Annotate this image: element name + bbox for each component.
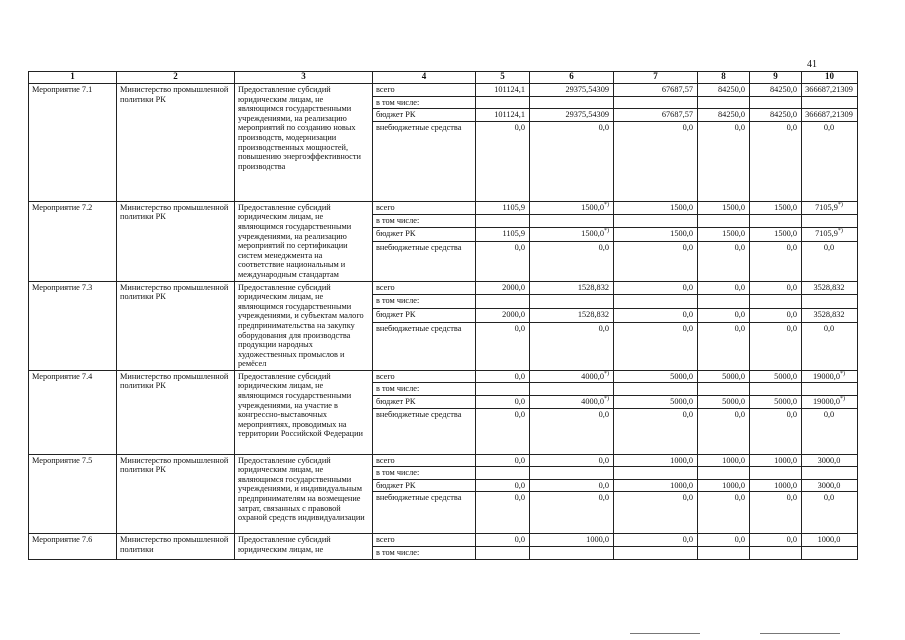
value-cell: 0,0 xyxy=(530,322,614,370)
value-cell xyxy=(698,547,750,560)
event-row xyxy=(29,201,858,214)
value-cell: 1000,0 xyxy=(750,454,802,467)
value-cell: 67687,57 xyxy=(614,84,698,97)
event-description: Предоставление субсидий юридическим лицам, не являющимся государственными учреждениями, на реализацию мероприятий по сертификации систем менеджмента на соответствие национальным и международным стандартам xyxy=(235,201,373,281)
row-label-including: в том числе: xyxy=(373,295,476,309)
event-name: Мероприятие 7.4 xyxy=(29,370,117,454)
value-cell: 3000,0 xyxy=(802,454,858,467)
value-cell: 0,0 xyxy=(698,121,750,201)
event-row xyxy=(29,84,858,97)
event-ministry: Министерство промышленной политики РК xyxy=(117,84,235,202)
event-description: Предоставление субсидий юридическим лицам, не являющимся государственными учреждениями, и субъектам малого предпринимательства на закупку оборудования для производства продукции народных художественных промыслов и ремёсел xyxy=(235,281,373,370)
value-cell xyxy=(698,383,750,396)
value-cell: 0,0 xyxy=(530,454,614,467)
value-cell: 1000,0 xyxy=(750,479,802,492)
footnote-mark: *) xyxy=(839,371,845,378)
row-label-total: всего xyxy=(373,454,476,467)
value-cell: 0,0 xyxy=(476,396,530,409)
value-cell: 0,0 xyxy=(530,121,614,201)
header-col-8: 8 xyxy=(698,72,750,84)
value-cell xyxy=(476,467,530,480)
value-cell: 5000,0 xyxy=(698,396,750,409)
row-label-extrabudget: внебюджетные средства xyxy=(373,121,476,201)
value-cell xyxy=(530,295,614,309)
event-ministry: Министерство промышленной политики РК xyxy=(117,370,235,454)
row-label-extrabudget: внебюджетные средства xyxy=(373,492,476,534)
value-cell: 5000,0 xyxy=(698,370,750,383)
header-row xyxy=(29,72,858,84)
value-cell xyxy=(614,467,698,480)
value-cell xyxy=(476,383,530,396)
value-cell: 0,0 xyxy=(698,534,750,547)
value-cell: 3528,832 xyxy=(802,309,858,323)
value-cell: 19000,0*) xyxy=(802,370,858,383)
value-cell: 1528,832 xyxy=(530,281,614,295)
value-cell: 0,0 xyxy=(750,281,802,295)
value-cell: 0,0 xyxy=(750,309,802,323)
value-cell: 84250,0 xyxy=(750,84,802,97)
value-cell: 1000,0 xyxy=(698,479,750,492)
row-label-including: в том числе: xyxy=(373,547,476,560)
event-ministry: Министерство промышленной политики xyxy=(117,534,235,559)
row-label-total: всего xyxy=(373,281,476,295)
value-cell: 0,0 xyxy=(698,492,750,534)
value-cell: 0,0 xyxy=(698,281,750,295)
value-cell: 1105,9 xyxy=(476,201,530,214)
value-cell xyxy=(476,547,530,560)
value-cell: 4000,0*) xyxy=(530,396,614,409)
event-name: Мероприятие 7.1 xyxy=(29,84,117,202)
value-cell: 2000,0 xyxy=(476,281,530,295)
value-cell: 0,0 xyxy=(476,121,530,201)
value-cell: 0,0 xyxy=(750,121,802,201)
value-cell: 0,0 xyxy=(614,408,698,454)
footnote-mark: *) xyxy=(837,202,843,209)
value-cell: 1000,0 xyxy=(530,534,614,547)
row-label-budget: бюджет РК xyxy=(373,309,476,323)
event-ministry: Министерство промышленной политики РК xyxy=(117,201,235,281)
value-cell: 67687,57 xyxy=(614,109,698,122)
row-label-budget: бюджет РК xyxy=(373,396,476,409)
footnote-mark: *) xyxy=(604,396,609,403)
footnote-mark: *) xyxy=(604,202,609,209)
value-cell: 0,0 xyxy=(530,241,614,281)
header-col-4: 4 xyxy=(373,72,476,84)
value-cell: 0,0 xyxy=(476,479,530,492)
value-cell: 5000,0 xyxy=(614,396,698,409)
row-label-including: в том числе: xyxy=(373,215,476,228)
value-cell: 2000,0 xyxy=(476,309,530,323)
value-cell: 0,0 xyxy=(530,408,614,454)
row-label-total: всего xyxy=(373,84,476,97)
value-cell: 1500,0 xyxy=(614,228,698,241)
row-label-budget: бюджет РК xyxy=(373,228,476,241)
value-cell xyxy=(750,547,802,560)
event-name: Мероприятие 7.3 xyxy=(29,281,117,370)
scan-artifact-line xyxy=(630,633,700,634)
value-cell xyxy=(530,96,614,109)
value-cell: 366687,21309 xyxy=(802,84,858,97)
value-cell: 0,0 xyxy=(476,454,530,467)
value-cell: 0,0 xyxy=(476,322,530,370)
value-cell xyxy=(750,295,802,309)
value-cell: 1500,0 xyxy=(750,228,802,241)
value-cell: 0,0 xyxy=(476,408,530,454)
value-cell: 0,0 xyxy=(614,309,698,323)
header-col-3: 3 xyxy=(235,72,373,84)
row-label-budget: бюджет РК xyxy=(373,479,476,492)
value-cell: 1105,9 xyxy=(476,228,530,241)
value-cell: 0,0 xyxy=(476,534,530,547)
value-cell: 0,0 xyxy=(476,241,530,281)
footnote-mark: *) xyxy=(604,228,609,235)
scan-artifact-line xyxy=(760,633,840,634)
value-cell: 0,0 xyxy=(614,121,698,201)
event-ministry: Министерство промышленной политики РК xyxy=(117,454,235,534)
value-cell: 29375,54309 xyxy=(530,84,614,97)
value-cell: 0,0 xyxy=(614,281,698,295)
header-col-6: 6 xyxy=(530,72,614,84)
row-label-total: всего xyxy=(373,201,476,214)
value-cell: 0,0 xyxy=(750,408,802,454)
value-cell xyxy=(698,295,750,309)
value-cell: 0,0 xyxy=(802,121,858,201)
footnote-mark: *) xyxy=(837,228,843,235)
value-cell xyxy=(530,383,614,396)
value-cell xyxy=(614,295,698,309)
header-col-2: 2 xyxy=(117,72,235,84)
value-cell: 29375,54309 xyxy=(530,109,614,122)
event-description: Предоставление субсидий юридическим лицам, не являющимся государственными учреждениями, на реализацию мероприятий по созданию новых производств, модернизации производственных мощностей, повышению энергоэффективности производства xyxy=(235,84,373,202)
value-cell xyxy=(750,467,802,480)
value-cell xyxy=(802,383,858,396)
value-cell: 7105,9*) xyxy=(802,201,858,214)
value-cell xyxy=(750,215,802,228)
value-cell: 3000,0 xyxy=(802,479,858,492)
header-col-5: 5 xyxy=(476,72,530,84)
event-row xyxy=(29,454,858,467)
footnote-mark: *) xyxy=(604,371,609,378)
value-cell: 0,0 xyxy=(698,322,750,370)
event-description: Предоставление субсидий юридическим лицам, не xyxy=(235,534,373,559)
value-cell: 1500,0 xyxy=(614,201,698,214)
value-cell: 7105,9*) xyxy=(802,228,858,241)
value-cell: 0,0 xyxy=(614,241,698,281)
value-cell: 0,0 xyxy=(802,408,858,454)
value-cell: 84250,0 xyxy=(750,109,802,122)
row-label-extrabudget: внебюджетные средства xyxy=(373,241,476,281)
value-cell: 0,0 xyxy=(750,322,802,370)
program-events-table xyxy=(28,71,858,560)
value-cell: 0,0 xyxy=(476,492,530,534)
value-cell: 1000,0 xyxy=(614,454,698,467)
value-cell xyxy=(530,467,614,480)
value-cell: 366687,21309 xyxy=(802,109,858,122)
value-cell: 1500,0*) xyxy=(530,201,614,214)
value-cell xyxy=(614,383,698,396)
value-cell: 5000,0 xyxy=(750,370,802,383)
value-cell xyxy=(698,96,750,109)
row-label-total: всего xyxy=(373,534,476,547)
event-description: Предоставление субсидий юридическим лицам, не являющимся государственными учреждениями, на участие в конгрессно-выставочных мероприятиях, проводимых на территории Российской Федерации xyxy=(235,370,373,454)
row-label-including: в том числе: xyxy=(373,96,476,109)
value-cell xyxy=(476,295,530,309)
value-cell: 1500,0 xyxy=(698,201,750,214)
value-cell xyxy=(614,215,698,228)
value-cell: 0,0 xyxy=(802,241,858,281)
value-cell xyxy=(476,96,530,109)
row-label-extrabudget: внебюджетные средства xyxy=(373,322,476,370)
row-label-extrabudget: внебюджетные средства xyxy=(373,408,476,454)
value-cell xyxy=(750,96,802,109)
value-cell: 1528,832 xyxy=(530,309,614,323)
value-cell: 0,0 xyxy=(530,492,614,534)
value-cell: 84250,0 xyxy=(698,84,750,97)
header-col-10: 10 xyxy=(802,72,858,84)
value-cell: 0,0 xyxy=(530,479,614,492)
event-name: Мероприятие 7.5 xyxy=(29,454,117,534)
row-label-total: всего xyxy=(373,370,476,383)
event-description: Предоставление субсидий юридическим лицам, не являющимся государственными учреждениями, и индивидуальным предпринимателям на возмещение затрат, связанных с правовой охраной средств индивидуализации xyxy=(235,454,373,534)
value-cell xyxy=(476,215,530,228)
value-cell: 1500,0 xyxy=(750,201,802,214)
value-cell xyxy=(530,547,614,560)
header-col-7: 7 xyxy=(614,72,698,84)
event-ministry: Министерство промышленной политики РК xyxy=(117,281,235,370)
value-cell: 4000,0*) xyxy=(530,370,614,383)
value-cell: 0,0 xyxy=(750,241,802,281)
value-cell: 3528,832 xyxy=(802,281,858,295)
event-name: Мероприятие 7.6 xyxy=(29,534,117,559)
value-cell: 19000,0*) xyxy=(802,396,858,409)
value-cell: 0,0 xyxy=(698,241,750,281)
value-cell xyxy=(530,215,614,228)
row-label-including: в том числе: xyxy=(373,383,476,396)
value-cell xyxy=(698,215,750,228)
value-cell: 1000,0 xyxy=(802,534,858,547)
value-cell xyxy=(802,295,858,309)
value-cell: 0,0 xyxy=(802,492,858,534)
value-cell: 1500,0*) xyxy=(530,228,614,241)
value-cell: 0,0 xyxy=(750,492,802,534)
value-cell: 1500,0 xyxy=(698,228,750,241)
value-cell xyxy=(802,547,858,560)
value-cell xyxy=(802,467,858,480)
event-row xyxy=(29,534,858,547)
row-label-including: в том числе: xyxy=(373,467,476,480)
value-cell: 84250,0 xyxy=(698,109,750,122)
event-row xyxy=(29,370,858,383)
header-col-9: 9 xyxy=(750,72,802,84)
value-cell: 5000,0 xyxy=(614,370,698,383)
value-cell: 0,0 xyxy=(750,534,802,547)
header-col-1: 1 xyxy=(29,72,117,84)
event-row xyxy=(29,281,858,295)
value-cell: 0,0 xyxy=(476,370,530,383)
row-label-budget: бюджет РК xyxy=(373,109,476,122)
value-cell: 101124,1 xyxy=(476,84,530,97)
value-cell: 5000,0 xyxy=(750,396,802,409)
value-cell xyxy=(698,467,750,480)
value-cell xyxy=(802,215,858,228)
value-cell: 0,0 xyxy=(698,309,750,323)
value-cell xyxy=(802,96,858,109)
value-cell: 1000,0 xyxy=(614,479,698,492)
value-cell: 0,0 xyxy=(802,322,858,370)
value-cell xyxy=(750,383,802,396)
value-cell: 0,0 xyxy=(698,408,750,454)
event-name: Мероприятие 7.2 xyxy=(29,201,117,281)
value-cell: 0,0 xyxy=(614,322,698,370)
value-cell: 101124,1 xyxy=(476,109,530,122)
page-number: 41 xyxy=(807,59,817,70)
value-cell: 0,0 xyxy=(614,492,698,534)
value-cell xyxy=(614,96,698,109)
value-cell: 0,0 xyxy=(614,534,698,547)
footnote-mark: *) xyxy=(839,396,845,403)
value-cell: 1000,0 xyxy=(698,454,750,467)
value-cell xyxy=(614,547,698,560)
